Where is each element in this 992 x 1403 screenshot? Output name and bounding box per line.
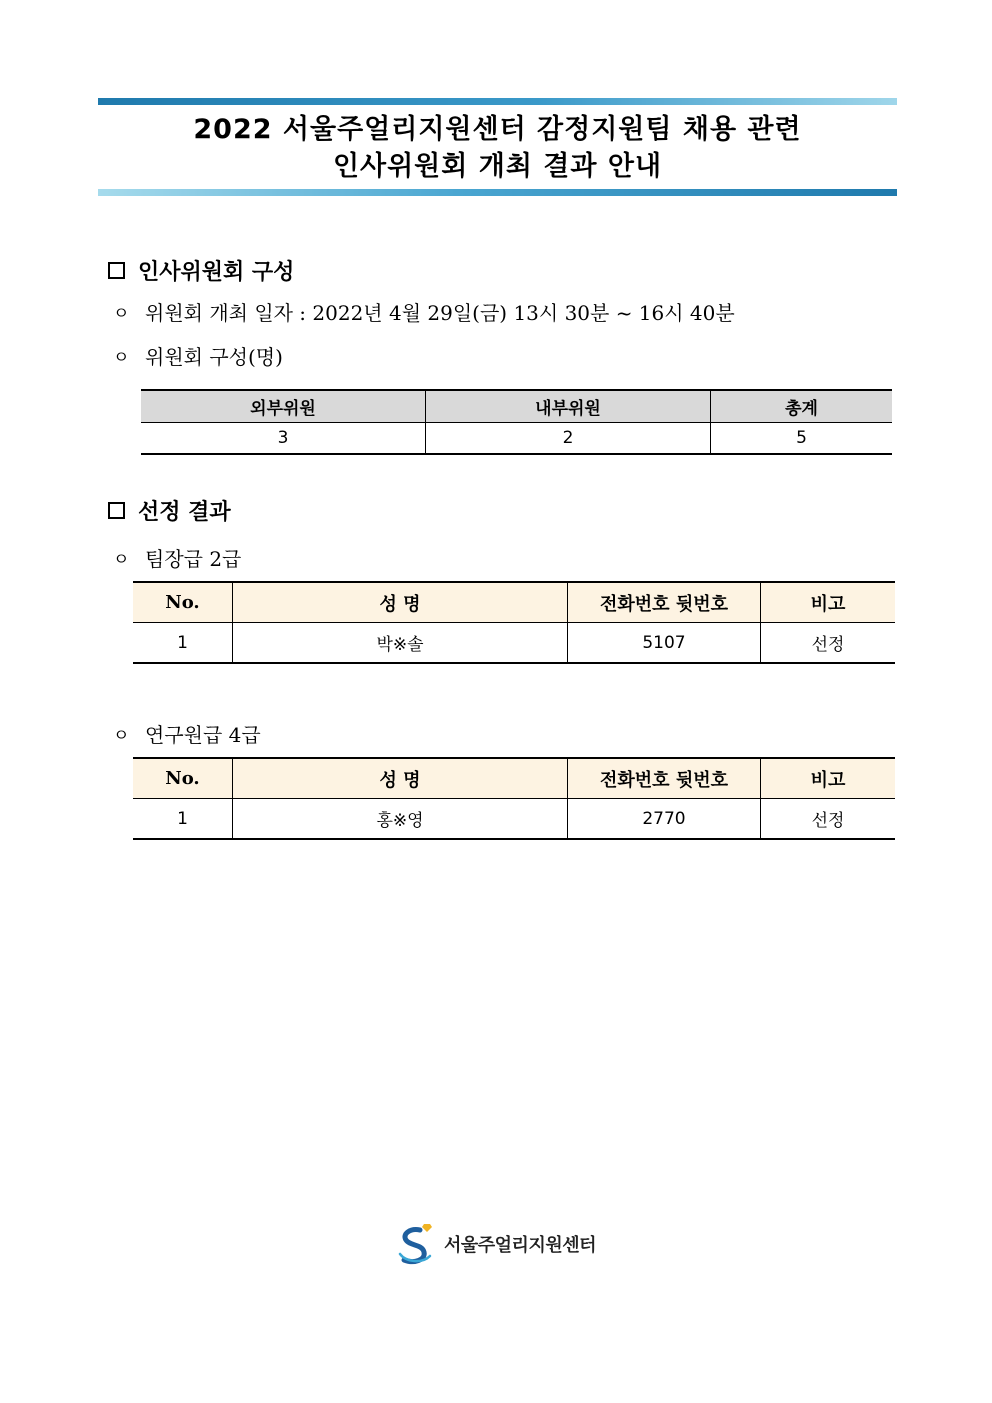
bullet-circle-icon: ㅇ: [113, 550, 130, 570]
composition-text: 위원회 구성(명): [145, 345, 283, 369]
table-row: [133, 623, 895, 664]
value-internal: 2: [426, 423, 711, 455]
header-name: 성 명: [233, 758, 568, 799]
table-header-row: [133, 758, 895, 799]
header-no: No.: [133, 582, 233, 623]
group-label: 연구원급 4급: [145, 723, 261, 747]
cell-no: 1: [133, 623, 233, 664]
header-internal: 내부위원: [426, 390, 711, 423]
cell-name: 박※솔: [233, 623, 568, 664]
header-external: 외부위원: [141, 390, 426, 423]
section-heading-text: 인사위원회 구성: [138, 260, 295, 285]
table-row: [133, 799, 895, 840]
bullet-composition: [113, 341, 283, 370]
header-note: 비고: [761, 758, 896, 799]
table-header-row: [133, 582, 895, 623]
bullet-date: [113, 297, 735, 326]
bullet-group-2: [113, 719, 261, 748]
title-block: [98, 98, 897, 196]
meeting-date-text: 위원회 개최 일자 : 2022년 4월 29일(금) 13시 30분 ~ 16시 40분: [145, 301, 735, 325]
header-name: 성 명: [233, 582, 568, 623]
bullet-circle-icon: ㅇ: [113, 348, 130, 368]
value-total: 5: [711, 423, 893, 455]
title-top-bar: [98, 98, 897, 105]
header-phone: 전화번호 뒷번호: [568, 758, 761, 799]
page-title-line-1: 2022 서울주얼리지원센터 감정지원팀 채용 관련: [193, 114, 802, 145]
cell-note: 선정: [761, 623, 896, 664]
footer-org-name: 서울주얼리지원센터: [444, 1235, 596, 1256]
header-note: 비고: [761, 582, 896, 623]
section-heading-committee: [108, 255, 294, 286]
header-phone: 전화번호 뒷번호: [568, 582, 761, 623]
seoul-jewelry-logo-icon: [396, 1222, 436, 1266]
bullet-circle-icon: ㅇ: [113, 304, 130, 324]
bullet-group-1: [113, 543, 241, 572]
cell-no: 1: [133, 799, 233, 840]
footer-logo: [396, 1222, 596, 1266]
bullet-circle-icon: ㅇ: [113, 726, 130, 746]
table-header-row: [141, 390, 892, 423]
header-total: 총계: [711, 390, 893, 423]
value-external: 3: [141, 423, 426, 455]
cell-name: 홍※영: [233, 799, 568, 840]
section-heading-text: 선정 결과: [138, 500, 231, 525]
checkbox-square-icon: [108, 502, 125, 519]
title-bottom-bar: [98, 189, 897, 196]
header-no: No.: [133, 758, 233, 799]
cell-phone: 5107: [568, 623, 761, 664]
group-label: 팀장급 2급: [145, 547, 242, 571]
checkbox-square-icon: [108, 262, 125, 279]
committee-table: [141, 389, 892, 455]
result-table-1: [133, 581, 895, 664]
cell-phone: 2770: [568, 799, 761, 840]
table-row: [141, 423, 892, 455]
section-heading-results: [108, 495, 231, 526]
cell-note: 선정: [761, 799, 896, 840]
page-title-line-2: 인사위원회 개최 결과 안내: [332, 151, 663, 182]
result-table-2: [133, 757, 895, 840]
